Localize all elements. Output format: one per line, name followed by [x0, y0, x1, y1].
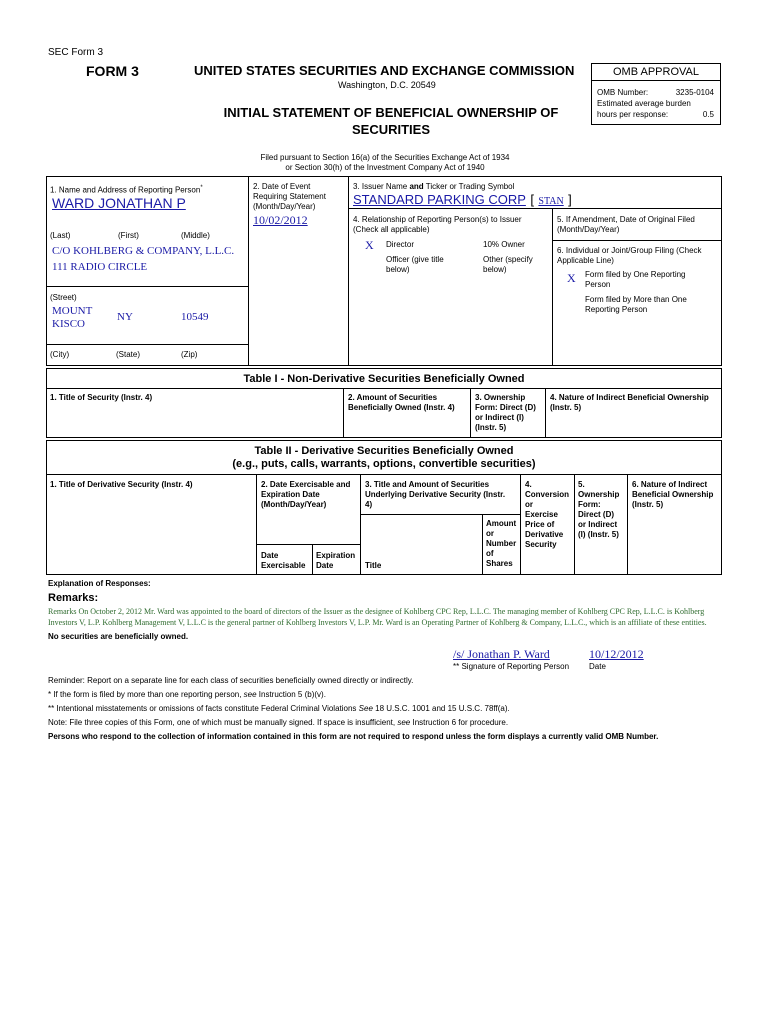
table2-col4-header-line7: Security: [525, 540, 557, 549]
table2-date-exercisable-line2: Exercisable: [261, 561, 306, 570]
reporting-person-name: WARD JONATHAN P: [52, 195, 186, 211]
footnote-single-star: * If the form is filed by more than one reporting person, see Instruction 5 (b)(v).: [48, 690, 326, 699]
explanation-heading: Explanation of Responses:: [48, 579, 151, 588]
box4-label-line1: 4. Relationship of Reporting Person(s) to Issuer: [353, 215, 522, 224]
omb-number-label: OMB Number:: [597, 88, 649, 97]
table1-col2-header-line1: 2. Amount of Securities: [348, 393, 438, 402]
issuer-ticker: STANDARD PARKING CORP [ STAN ]: [353, 192, 572, 207]
table2-col6-header-line3: (Instr. 5): [632, 500, 664, 509]
one-person-line2: Person: [585, 280, 611, 289]
statement-title: INITIAL STATEMENT OF BENEFICIAL OWNERSHIP OF SECURITIES: [223, 105, 559, 137]
city-line2: KISCO: [52, 318, 86, 330]
table2-col5-header-line5: or Indirect: [578, 520, 618, 529]
table2-col3-header-line2: Underlying Derivative Security (Instr.: [365, 490, 506, 499]
footnote-double-star: ** Intentional misstatements or omissions of facts constitute Federal Criminal Violations See 18 U.S.C. 1001 and 15 U.S.C. 78ff(a).: [48, 704, 510, 713]
signature: /s/ Jonathan P. Ward: [453, 647, 550, 661]
director-checkmark: X: [365, 238, 374, 252]
table1-col3-header-line1: 3. Ownership: [475, 393, 526, 402]
table1-col1-header: 1. Title of Security (Instr. 4): [50, 393, 153, 402]
commission-location: Washington, D.C. 20549: [338, 80, 436, 90]
ticker-symbol: STAN: [538, 196, 564, 207]
table1-col4-header-line1: 4. Nature of Indirect Beneficial Ownership: [550, 393, 709, 402]
issuer-name: STANDARD PARKING CORP: [353, 192, 526, 207]
state-label: (State): [116, 350, 141, 359]
remarks-heading: Remarks:: [48, 592, 99, 604]
table2-expiration-date-line2: Date: [316, 561, 334, 570]
city-label: (City): [50, 350, 70, 359]
ten-percent-owner-label: 10% Owner: [483, 240, 525, 249]
table2-col6-header-line2: Beneficial Ownership: [632, 490, 714, 499]
box3-label: 3. Issuer Name and Ticker or Trading Symbol: [353, 182, 515, 191]
omb-approval-title: OMB APPROVAL: [613, 66, 699, 78]
box6-label-line2: Applicable Line): [557, 256, 614, 265]
table2-col5-header-line4: Direct (D): [578, 510, 615, 519]
other-label-line1: Other (specify: [483, 255, 533, 264]
address-line2: 111 RADIO CIRCLE: [52, 261, 148, 273]
table2-col5-header-line6: (I) (Instr. 5): [578, 530, 619, 539]
other-label-line2: below): [483, 265, 507, 274]
table1-col4-header-line2: (Instr. 5): [550, 403, 582, 412]
table2-col5-header-line3: Form:: [578, 500, 601, 509]
more-persons-line2: Reporting Person: [585, 305, 648, 314]
last-name-label: (Last): [50, 231, 71, 240]
box5-label-line2: (Month/Day/Year): [557, 225, 620, 234]
street-label: (Street): [50, 293, 77, 302]
remarks-line2: Investors V, L.P. Kohlberg Management V, L.L.C is the general partner of Kohlberg Investors V, L.P. Mr. Ward is an Operating Partner of Kohlberg & Company, L.L.C., which is an affiliate of these entities.: [48, 618, 707, 627]
note-three-copies: Note: File three copies of this Form, one of which must be manually signed. If space is insufficient, see Instruction 6 for procedure.: [48, 718, 509, 727]
table2-col3-header-line1: 3. Title and Amount of Securities: [365, 480, 490, 489]
table1-col3-header-line2: Form: Direct (D): [475, 403, 536, 412]
zip-label: (Zip): [181, 350, 198, 359]
table2-amount-line2: or: [486, 529, 494, 538]
table2-date-exercisable-line1: Date: [261, 551, 279, 560]
address-line1: C/O KOHLBERG & COMPANY, L.L.C.: [52, 245, 235, 257]
table2-col5-header-line1: 5.: [578, 480, 585, 489]
director-label: Director: [386, 240, 415, 249]
table2-title-line2: (e.g., puts, calls, warrants, options, convertible securities): [232, 458, 536, 470]
table2-col4-header-line4: Exercise: [525, 510, 558, 519]
more-persons-line1: Form filed by More than One: [585, 295, 687, 304]
table2-col4-header-line1: 4.: [525, 480, 532, 489]
no-securities-note: No securities are beneficially owned.: [48, 632, 189, 641]
burden-label: Estimated average burden: [597, 99, 691, 108]
table1-col3-header-line3: or Indirect (I): [475, 413, 524, 422]
signature-date: 10/12/2012: [589, 647, 644, 661]
table2-amount-line1: Amount: [486, 519, 517, 528]
remarks-line1: Remarks On October 2, 2012 Mr. Ward was appointed to the board of directors of the Issuer as the designee of Kohlberg CPC Rep, L.L.C. The managing member of Kohlberg CPC Rep, L.L.C. is Kohlberg: [48, 607, 705, 616]
table2-col6-header-line1: 6. Nature of Indirect: [632, 480, 708, 489]
table2-col4-header-line2: Conversion: [525, 490, 570, 499]
box2-label-line3: (Month/Day/Year): [253, 202, 316, 211]
box2-label-line1: 2. Date of Event: [253, 182, 311, 191]
event-date: 10/02/2012: [253, 213, 308, 227]
table2-expiration-date-line1: Expiration: [316, 551, 356, 560]
middle-name-label: (Middle): [181, 231, 210, 240]
form-number-title: FORM 3: [86, 63, 139, 79]
commission-title: UNITED STATES SECURITIES AND EXCHANGE COMMISSION: [194, 63, 575, 78]
table2-col4-header-line5: Price of: [525, 520, 555, 529]
state-value: NY: [117, 311, 133, 323]
date-label: Date: [589, 662, 606, 671]
table1-col2-header-line2: Beneficially Owned (Instr. 4): [348, 403, 455, 412]
table2-col4-header-line6: Derivative: [525, 530, 564, 539]
officer-label-line1: Officer (give title: [386, 255, 444, 264]
one-person-checkmark: X: [567, 271, 576, 285]
box1-label: 1. Name and Address of Reporting Person*: [50, 185, 203, 195]
box5-label-line1: 5. If Amendment, Date of Original Filed: [557, 215, 695, 224]
box2-label-line2: Requiring Statement: [253, 192, 326, 201]
table2-col3-header-line3: 4): [365, 500, 373, 509]
filed-pursuant-line2: or Section 30(h) of the Investment Company Act of 1940: [285, 163, 485, 172]
box6-label-line1: 6. Individual or Joint/Group Filing (Check: [557, 246, 702, 255]
hours-label: hours per response:: [597, 110, 669, 119]
hours-value: 0.5: [702, 110, 714, 119]
omb-number-value: 3235-0104: [675, 88, 714, 97]
table2-amount-line3: Number: [486, 539, 517, 548]
city-line1: MOUNT: [52, 305, 93, 317]
table2-title-line1: Table II - Derivative Securities Beneficially Owned: [254, 445, 514, 457]
table1-col3-header-line4: (Instr. 5): [475, 423, 507, 432]
filed-pursuant-line1: Filed pursuant to Section 16(a) of the Securities Exchange Act of 1934: [260, 153, 510, 162]
table2-col1-header: 1. Title of Derivative Security (Instr. 4): [50, 480, 193, 489]
table2-title-subheader: Title: [365, 561, 382, 570]
table2-amount-line5: Shares: [486, 559, 513, 568]
table2-col2-header-line1: 2. Date Exercisable and: [261, 480, 351, 489]
table2-col5-header-line2: Ownership: [578, 490, 620, 499]
table2-amount-line4: of: [486, 549, 494, 558]
sec-form-label: SEC Form 3: [48, 47, 104, 58]
one-person-line1: Form filed by One Reporting: [585, 270, 686, 279]
table2-col2-header-line3: (Month/Day/Year): [261, 500, 327, 509]
officer-label-line2: below): [386, 265, 410, 274]
table2-col4-header-line3: or: [525, 500, 533, 509]
omb-approval-box: [591, 63, 721, 125]
reminder-note: Reminder: Report on a separate line for each class of securities beneficially owned directly or indirectly.: [48, 676, 414, 685]
table2-col2-header-line2: Expiration Date: [261, 490, 320, 499]
table1-title: Table I - Non-Derivative Securities Beneficially Owned: [243, 373, 525, 385]
first-name-label: (First): [118, 231, 139, 240]
zip-value: 10549: [181, 311, 209, 323]
signature-label: ** Signature of Reporting Person: [453, 662, 570, 671]
box4-label-line2: (Check all applicable): [353, 225, 430, 234]
omb-notice: Persons who respond to the collection of information contained in this form are not required to respond unless the form displays a currently valid OMB Number.: [48, 732, 659, 741]
